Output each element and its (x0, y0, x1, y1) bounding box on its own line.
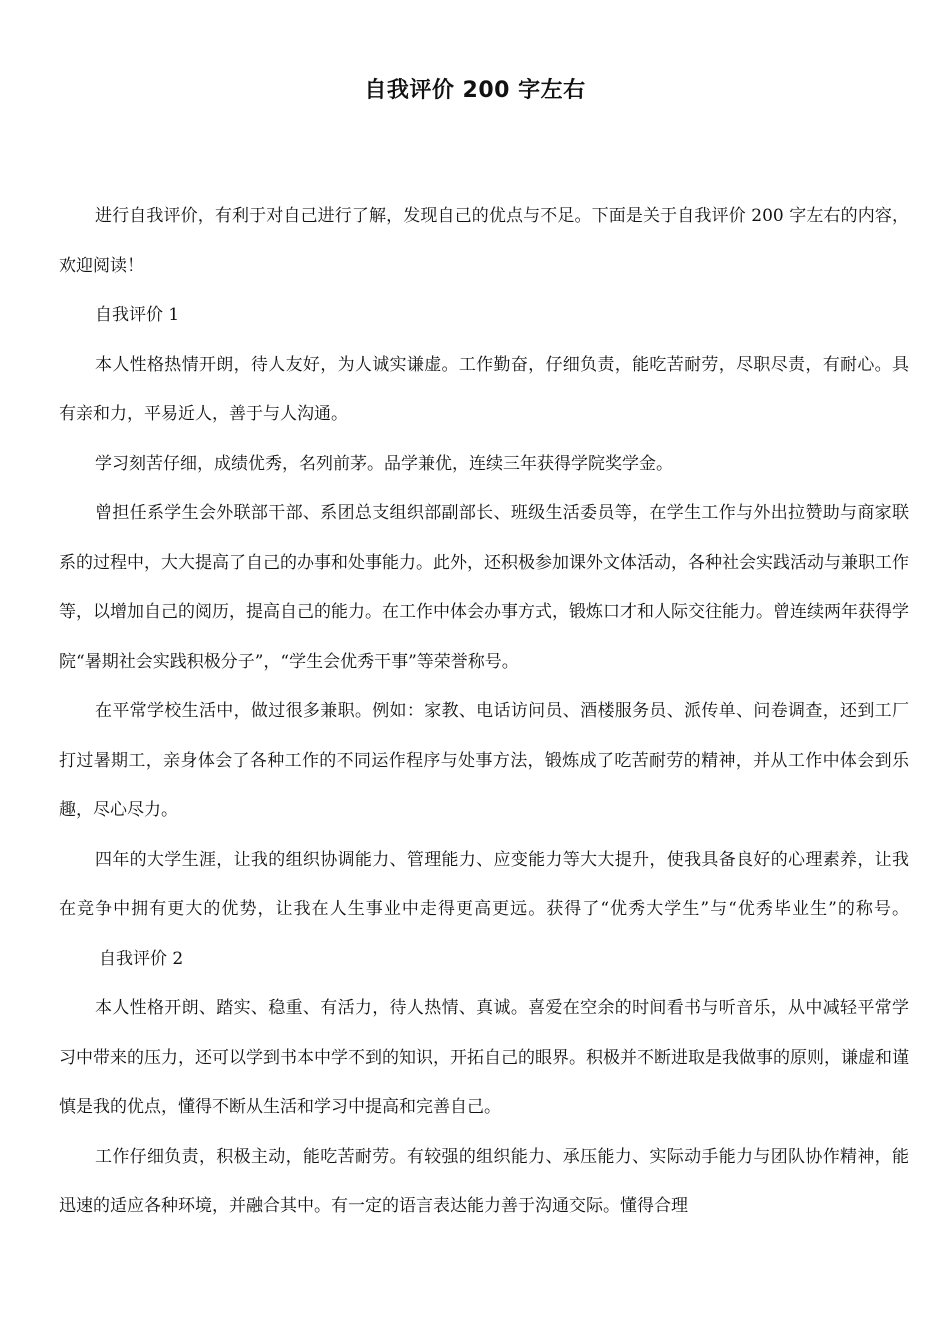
paragraph-part-time: 在平常学校生活中，做过很多兼职。例如：家教、电话访问员、酒楼服务员、派传单、问卷调查，还到工厂打过暑期工，亲身体会了各种工作的不同运作程序与处事方法，锻炼成了吃苦耐劳的精神，并从工作中体会到乐趣，尽心尽力。 (59, 701, 909, 820)
section-heading-1: 自我评价 1 (95, 305, 180, 325)
intro-paragraph: 进行自我评价，有利于对自己进行了解，发现自己的优点与不足。下面是关于自我评价 200 字左右的内容，欢迎阅读！ (59, 206, 909, 276)
document-body (59, 192, 909, 1232)
paragraph-study: 学习刻苦仔细，成绩优秀，名列前茅。品学兼优，连续三年获得学院奖学金。 (95, 453, 673, 474)
paragraph-character: 本人性格开朗、踏实、稳重、有活力，待人热情、真诚。喜爱在空余的时间看书与听音乐，从中减轻平常学习中带来的压力，还可以学到书本中学不到的知识，开拓自己的眼界。积极并不断进取是我做事的原则，谦虚和谨慎是我的优点，懂得不断从生活和学习中提高和完善自己。 (59, 998, 909, 1117)
section-heading-2: 自我评价 2 (99, 948, 184, 969)
paragraph-college-career (59, 836, 909, 985)
paragraph-college-career-text: 四年的大学生涯，让我的组织协调能力、管理能力、应变能力等大大提升，使我具备良好的心理素养，让我在竞争中拥有更大的优势，让我在人生事业中走得更高更远。获得了“优秀大学生”与“优秀毕业生”的称号。 (59, 849, 909, 919)
paragraph-student-work: 曾担任系学生会外联部干部、系团总支组织部副部长、班级生活委员等，在学生工作与外出拉赞助与商家联系的过程中，大大提高了自己的办事和处事能力。此外，还积极参加课外文体活动，各种社会实践活动与兼职工作等，以增加自己的阅历，提高自己的能力。在工作中体会办事方式，锻炼口才和人际交往能力。曾连续两年获得学院“暑期社会实践积极分子”，“学生会优秀干事”等荣誉称号。 (59, 503, 909, 672)
paragraph-work-attitude: 工作仔细负责，积极主动，能吃苦耐劳。有较强的组织能力、承压能力、实际动手能力与团队协作精神，能迅速的适应各种环境，并融合其中。有一定的语言表达能力善于沟通交际。懂得合理 (59, 1146, 909, 1216)
paragraph-personality: 本人性格热情开朗，待人友好，为人诚实谦虚。工作勤奋，仔细负责，能吃苦耐劳，尽职尽责，有耐心。具有亲和力，平易近人，善于与人沟通。 (59, 354, 909, 424)
document-title: 自我评价 200 字左右 (364, 78, 586, 103)
